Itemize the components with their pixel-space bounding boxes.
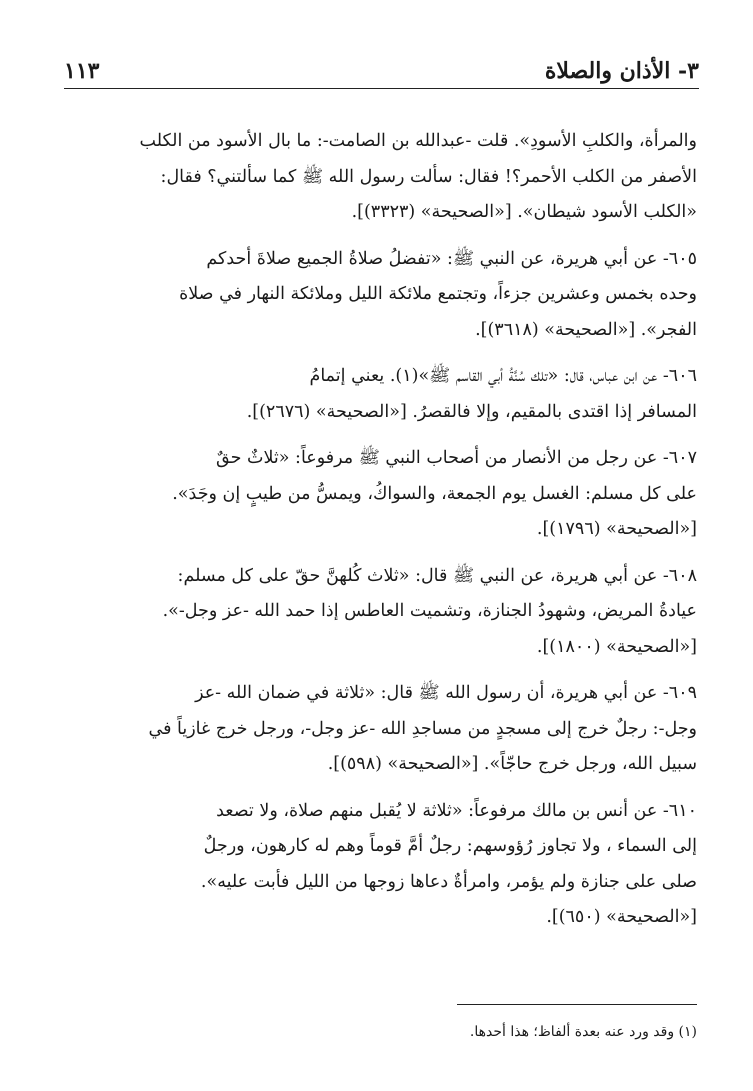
text-line: المسافر إذا اقتدى بالمقيم، وإلا فالقصرُ. [«الصحيحة» (٢٦٧٦)].: [246, 401, 697, 422]
hadith-606: [54, 359, 697, 430]
text-line: ٦٠٩- عن أبي هريرة، أن رسول الله ﷺ قال: «ثلاثة في ضمان الله -عز: [195, 683, 697, 703]
text-line: [«الصحيحة» (٦٥٠)].: [546, 907, 697, 927]
text-line: ٦٠٨- عن أبي هريرة، عن النبي ﷺ قال: «ثلاث كُلهنَّ حقّ على كل مسلم:: [177, 565, 697, 586]
text-line: «الكلب الأسود شيطان». [«الصحيحة» (٣٣٢٣)].: [351, 202, 697, 222]
text-line: سبيل الله، ورجل خرج حاجّاً». [«الصحيحة» (٥٩٨)].: [327, 754, 697, 774]
running-header: [64, 52, 699, 89]
text-line: عيادةُ المريض، وشهودُ الجنازة، وتشميت العاطس إذا حمد الله -عز وجل-».: [162, 601, 697, 621]
text-line: [«الصحيحة» (١٨٠٠)].: [536, 636, 697, 657]
text-line: ٦٠٥- عن أبي هريرة، عن النبي ﷺ: «تفضلُ صلاةُ الجميع صلاةَ أحدكم: [206, 248, 697, 269]
text-line: ٦٠٦- عن ابن عباس، قال: «تلك سُنَّةُ أبي القاسم ﷺ»(١). يعني إتمامُ: [309, 366, 697, 386]
text-line: الأصفر من الكلب الأحمر؟! فقال: سألت رسول الله ﷺ كما سألتني؟ فقال:: [160, 166, 697, 187]
text-line: صلى على جنازة ولم يؤمر، وامرأةٌ دعاها زوجها من الليل فأبت عليه».: [200, 871, 697, 892]
hadith-605: [54, 242, 697, 349]
page-number: ١١٣: [64, 58, 100, 84]
text-line: على كل مسلم: الغسل يوم الجمعة، والسواكُ، ويمسُّ من طيبٍ إن وجَدَ».: [172, 483, 697, 504]
text-line: الفجر». [«الصحيحة» (٣٦١٨)].: [475, 319, 697, 340]
hadith-608: [54, 559, 697, 666]
text-line: وحده بخمس وعشرين جزءاً، وتجتمع ملائكة الليل وملائكة النهار في صلاة: [179, 284, 697, 304]
text-line: ٦١٠- عن أنس بن مالك مرفوعاً: «ثلاثة لا يُقبل منهم صلاة، ولا تصعد: [216, 800, 697, 821]
text-line: والمرأة، والكلبِ الأسودِ». قلت -عبدالله بن الصامت-: ما بال الأسود من الكلب: [139, 131, 697, 151]
page-body: [54, 124, 697, 947]
text-line: [«الصحيحة» (١٧٩٦)].: [536, 519, 697, 539]
chapter-title: ٣- الأذان والصلاة: [544, 58, 699, 84]
paragraph-continuation: [54, 124, 697, 231]
hadith-607: [54, 441, 697, 548]
hadith-609: [54, 676, 697, 783]
footnote: (١) وقد ورد عنه بعدة ألفاظ؛ هذا أحدها.: [469, 1024, 697, 1040]
text-line: ٦٠٧- عن رجل من الأنصار من أصحاب النبي ﷺ مرفوعاً: «ثلاثٌ حقٌ: [216, 448, 697, 468]
text-line: وجل-: رجلٌ خرج إلى مسجدٍ من مساجدِ الله -عز وجل-، ورجل خرج غازياً في: [148, 718, 697, 739]
footnote-divider: [457, 1004, 697, 1005]
hadith-610: [54, 794, 697, 936]
text-line: إلى السماء ، ولا تجاوز رُؤوسهم: رجلٌ أمَّ قوماً وهم له كارهون، ورجلٌ: [203, 836, 697, 856]
